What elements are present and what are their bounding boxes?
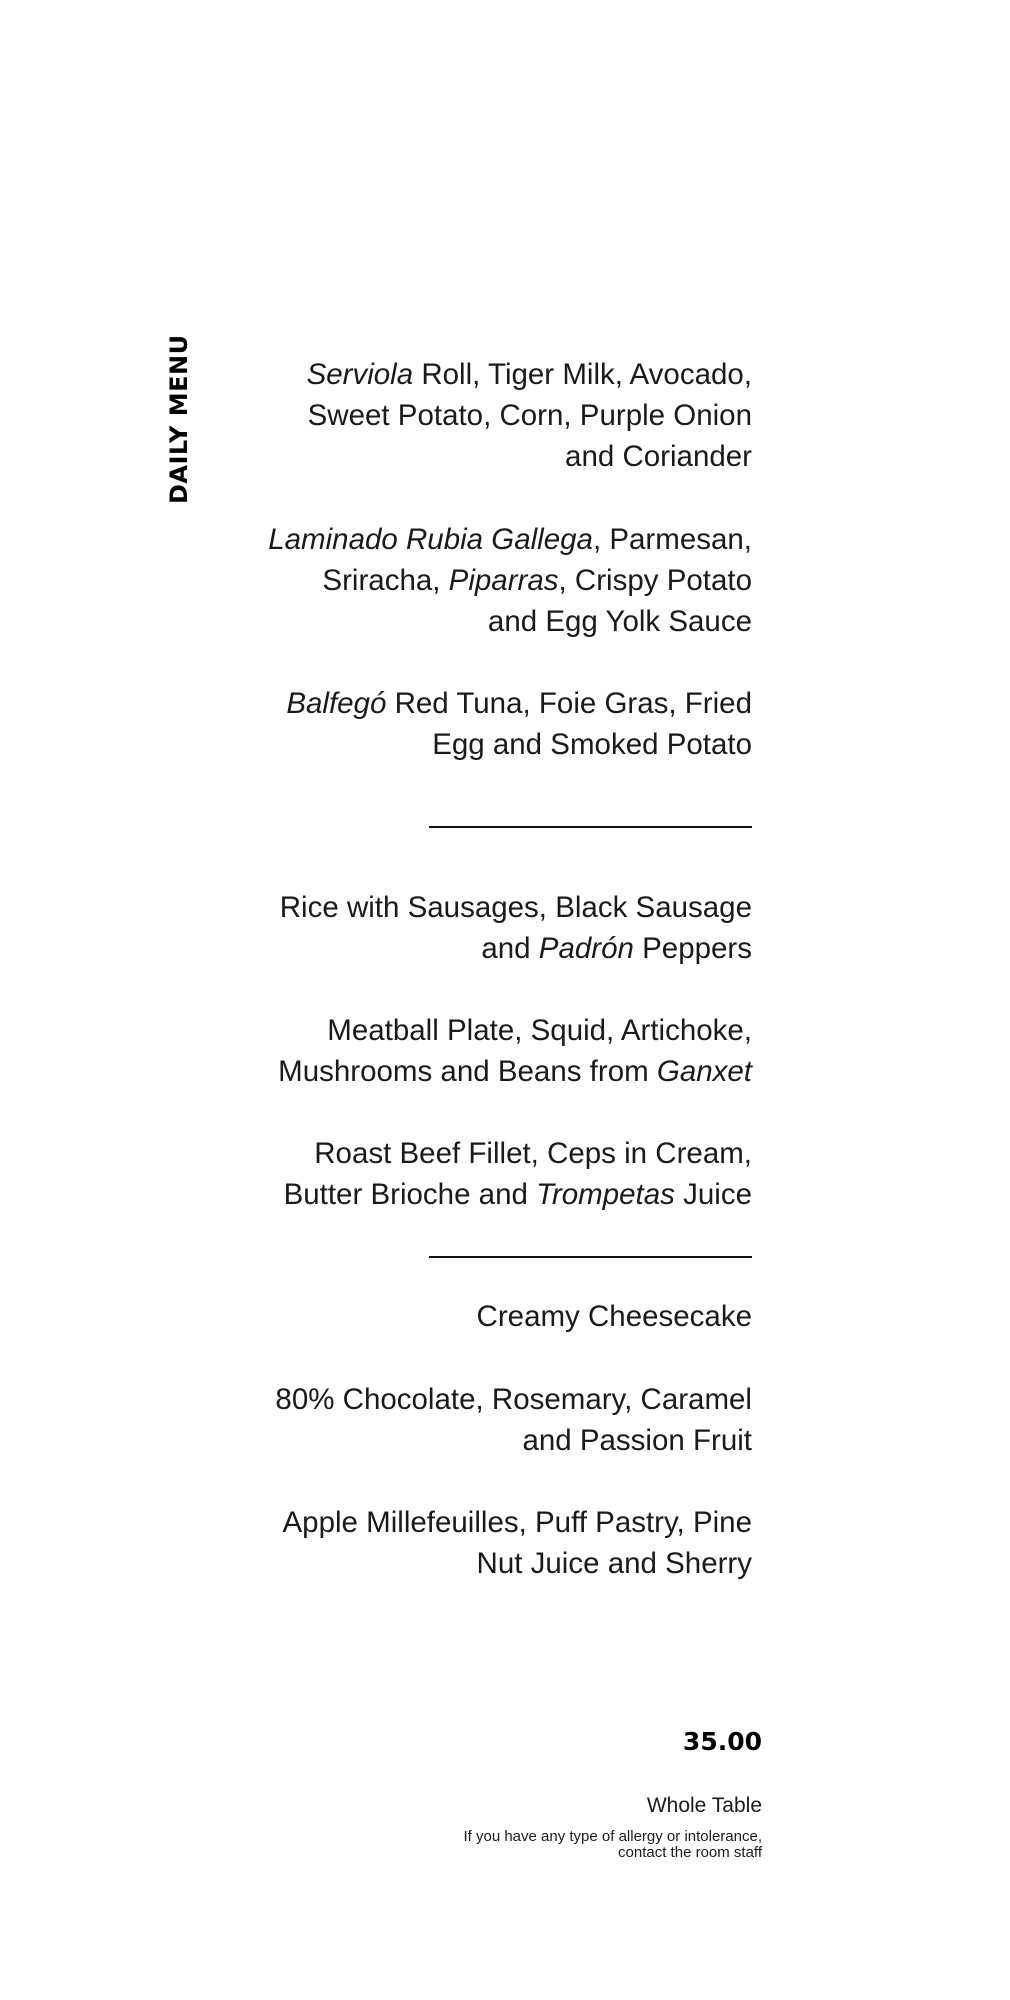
dish-italic-term: Trompetas <box>536 1178 675 1211</box>
allergy-line-2: contact the room staff <box>618 1844 762 1861</box>
dish-3: Balfegó Red Tuna, Foie Gras, Fried Egg and Smoked Potato <box>286 687 752 761</box>
dish-italic-term: Balfegó <box>286 687 387 720</box>
menu-price: 35.00 <box>682 1727 762 1756</box>
dish-7: Creamy Cheesecake <box>476 1300 752 1333</box>
section-divider-1 <box>429 826 752 828</box>
dish-1: Serviola Roll, Tiger Milk, Avocado, Sweet Potato, Corn, Purple Onion and Coriander <box>306 358 752 473</box>
dish-9: Apple Millefeuilles, Puff Pastry, Pine Nut Juice and Sherry <box>282 1506 752 1580</box>
dish-italic-term: Padrón <box>538 932 634 965</box>
allergy-notice <box>342 1829 762 1861</box>
dish-italic-term: Piparras <box>448 564 559 597</box>
dish-8: 80% Chocolate, Rosemary, Caramel and Passion Fruit <box>275 1383 752 1457</box>
dish-italic-term: Serviola <box>306 358 414 391</box>
dish-2: Laminado Rubia Gallega, Parmesan, Sriracha, Piparras, Crispy Potato and Egg Yolk Sauce <box>268 523 752 638</box>
dish-italic-term: Laminado Rubia Gallega <box>268 523 593 556</box>
dish-5: Meatball Plate, Squid, Artichoke, Mushrooms and Beans from Ganxet <box>278 1014 752 1088</box>
price-note: Whole Table <box>646 1794 762 1817</box>
allergy-line-1: If you have any type of allergy or intolerance, <box>463 1828 762 1845</box>
dish-italic-term: Ganxet <box>656 1055 752 1088</box>
dish-6: Roast Beef Fillet, Ceps in Cream, Butter Brioche and Trompetas Juice <box>283 1137 752 1211</box>
section-divider-2 <box>429 1256 752 1258</box>
daily-menu-title: DAILY MENU <box>165 334 193 504</box>
dish-4: Rice with Sausages, Black Sausage and Padrón Peppers <box>279 891 752 965</box>
